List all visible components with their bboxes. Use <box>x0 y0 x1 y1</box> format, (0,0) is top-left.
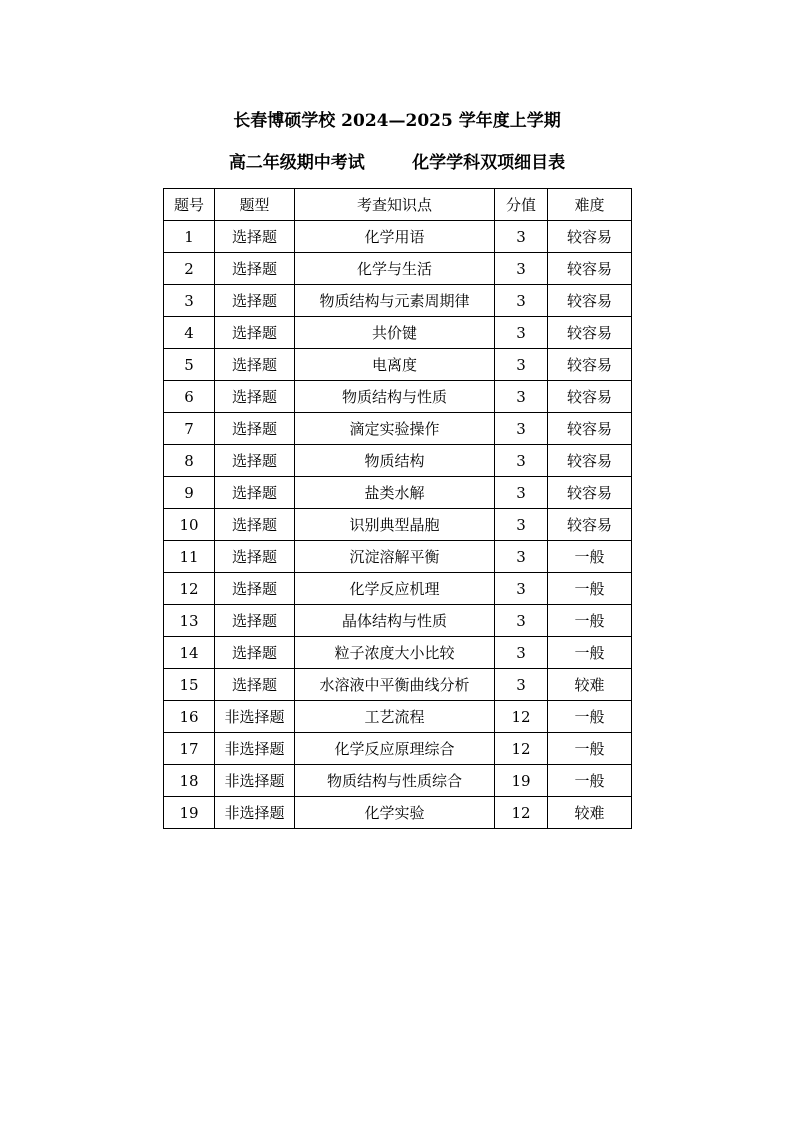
table-row <box>164 637 632 669</box>
table-row <box>164 605 632 637</box>
cell-knowledge: 共价键 <box>295 317 495 349</box>
cell-type: 选择题 <box>215 541 295 573</box>
cell-score: 3 <box>495 221 548 253</box>
cell-number: 11 <box>164 541 215 573</box>
cell-score: 3 <box>495 349 548 381</box>
cell-type: 选择题 <box>215 253 295 285</box>
table-row <box>164 221 632 253</box>
cell-type: 非选择题 <box>215 701 295 733</box>
table-row <box>164 413 632 445</box>
cell-number: 17 <box>164 733 215 765</box>
cell-knowledge: 物质结构 <box>295 445 495 477</box>
table-row <box>164 797 632 829</box>
cell-number: 19 <box>164 797 215 829</box>
cell-type: 选择题 <box>215 317 295 349</box>
cell-difficulty: 一般 <box>548 701 632 733</box>
cell-difficulty: 一般 <box>548 733 632 765</box>
cell-type: 选择题 <box>215 637 295 669</box>
cell-score: 3 <box>495 637 548 669</box>
cell-number: 6 <box>164 381 215 413</box>
cell-knowledge: 盐类水解 <box>295 477 495 509</box>
cell-score: 3 <box>495 573 548 605</box>
cell-score: 12 <box>495 701 548 733</box>
cell-score: 3 <box>495 669 548 701</box>
cell-score: 3 <box>495 381 548 413</box>
cell-type: 选择题 <box>215 509 295 541</box>
cell-knowledge: 化学实验 <box>295 797 495 829</box>
cell-type: 非选择题 <box>215 797 295 829</box>
cell-score: 19 <box>495 765 548 797</box>
cell-knowledge: 化学与生活 <box>295 253 495 285</box>
cell-number: 18 <box>164 765 215 797</box>
cell-knowledge: 工艺流程 <box>295 701 495 733</box>
cell-knowledge: 水溶液中平衡曲线分析 <box>295 669 495 701</box>
table-row <box>164 509 632 541</box>
table-row <box>164 541 632 573</box>
cell-score: 12 <box>495 797 548 829</box>
cell-number: 9 <box>164 477 215 509</box>
cell-difficulty: 较容易 <box>548 285 632 317</box>
cell-score: 3 <box>495 541 548 573</box>
cell-knowledge: 物质结构与元素周期律 <box>295 285 495 317</box>
cell-number: 14 <box>164 637 215 669</box>
cell-difficulty: 一般 <box>548 605 632 637</box>
table-row <box>164 381 632 413</box>
cell-type: 选择题 <box>215 477 295 509</box>
cell-score: 3 <box>495 317 548 349</box>
table-row <box>164 573 632 605</box>
cell-number: 7 <box>164 413 215 445</box>
cell-type: 选择题 <box>215 285 295 317</box>
cell-type: 非选择题 <box>215 765 295 797</box>
cell-difficulty: 较容易 <box>548 413 632 445</box>
page-title: 长春博硕学校 2024—2025 学年度上学期 <box>233 111 561 131</box>
table-row <box>164 285 632 317</box>
cell-score: 3 <box>495 413 548 445</box>
cell-knowledge: 沉淀溶解平衡 <box>295 541 495 573</box>
cell-number: 2 <box>164 253 215 285</box>
cell-type: 选择题 <box>215 445 295 477</box>
cell-difficulty: 一般 <box>548 765 632 797</box>
cell-difficulty: 较容易 <box>548 221 632 253</box>
cell-type: 非选择题 <box>215 733 295 765</box>
cell-knowledge: 物质结构与性质 <box>295 381 495 413</box>
cell-knowledge: 物质结构与性质综合 <box>295 765 495 797</box>
table-row <box>164 253 632 285</box>
cell-number: 4 <box>164 317 215 349</box>
cell-knowledge: 电离度 <box>295 349 495 381</box>
column-header-type: 题型 <box>215 189 295 221</box>
cell-type: 选择题 <box>215 605 295 637</box>
cell-type: 选择题 <box>215 349 295 381</box>
cell-difficulty: 较难 <box>548 797 632 829</box>
cell-score: 3 <box>495 445 548 477</box>
cell-difficulty: 较容易 <box>548 381 632 413</box>
cell-type: 选择题 <box>215 413 295 445</box>
cell-knowledge: 化学反应原理综合 <box>295 733 495 765</box>
table-header-row <box>164 189 632 221</box>
cell-type: 选择题 <box>215 221 295 253</box>
cell-difficulty: 一般 <box>548 541 632 573</box>
cell-difficulty: 较难 <box>548 669 632 701</box>
cell-number: 10 <box>164 509 215 541</box>
column-header-knowledge: 考查知识点 <box>295 189 495 221</box>
table-row <box>164 317 632 349</box>
table-row <box>164 477 632 509</box>
cell-knowledge: 化学反应机理 <box>295 573 495 605</box>
cell-difficulty: 较容易 <box>548 349 632 381</box>
column-header-difficulty: 难度 <box>548 189 632 221</box>
cell-score: 3 <box>495 477 548 509</box>
cell-knowledge: 化学用语 <box>295 221 495 253</box>
cell-difficulty: 较容易 <box>548 445 632 477</box>
cell-difficulty: 较容易 <box>548 509 632 541</box>
cell-number: 8 <box>164 445 215 477</box>
cell-difficulty: 一般 <box>548 573 632 605</box>
table-row <box>164 349 632 381</box>
table-row <box>164 701 632 733</box>
cell-score: 3 <box>495 605 548 637</box>
cell-score: 3 <box>495 509 548 541</box>
cell-number: 12 <box>164 573 215 605</box>
cell-score: 3 <box>495 285 548 317</box>
spec-table <box>163 188 632 829</box>
cell-number: 15 <box>164 669 215 701</box>
table-row <box>164 669 632 701</box>
cell-score: 12 <box>495 733 548 765</box>
cell-number: 5 <box>164 349 215 381</box>
cell-difficulty: 较容易 <box>548 477 632 509</box>
cell-knowledge: 识别典型晶胞 <box>295 509 495 541</box>
table-row <box>164 733 632 765</box>
cell-number: 3 <box>164 285 215 317</box>
table-row <box>164 765 632 797</box>
cell-type: 选择题 <box>215 573 295 605</box>
cell-type: 选择题 <box>215 669 295 701</box>
column-header-score: 分值 <box>495 189 548 221</box>
cell-knowledge: 粒子浓度大小比较 <box>295 637 495 669</box>
table-row <box>164 445 632 477</box>
cell-difficulty: 较容易 <box>548 317 632 349</box>
page-subtitle: 高二年级期中考试 化学学科双项细目表 <box>228 153 566 173</box>
column-header-number: 题号 <box>164 189 215 221</box>
cell-knowledge: 晶体结构与性质 <box>295 605 495 637</box>
cell-knowledge: 滴定实验操作 <box>295 413 495 445</box>
cell-difficulty: 较容易 <box>548 253 632 285</box>
cell-number: 16 <box>164 701 215 733</box>
cell-score: 3 <box>495 253 548 285</box>
cell-number: 1 <box>164 221 215 253</box>
cell-type: 选择题 <box>215 381 295 413</box>
cell-number: 13 <box>164 605 215 637</box>
cell-difficulty: 一般 <box>548 637 632 669</box>
